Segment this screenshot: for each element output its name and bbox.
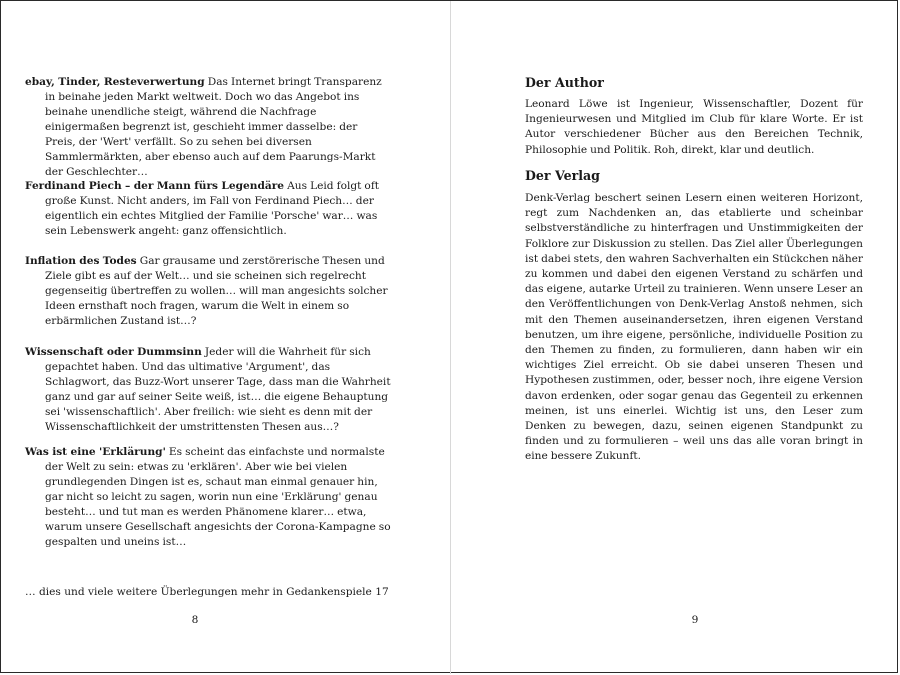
teaser-entry (25, 75, 391, 180)
entry-text: Aus Leid folgt oft große Kunst. Nicht anders, im Fall von Ferdinand Piech… der eigentlich ein echtes Mitglied der Familie 'Porsche' war… was sein Lebenswerk angeht: ganz offensichtlich. (45, 180, 379, 237)
teaser-entry (25, 445, 391, 550)
entry-text: Jeder will die Wahrheit für sich gepachtet haben. Und das ultimative 'Argument', das Schlagwort, das Buzz-Wort unserer Tage, dass man die Wahrheit ganz und gar auf seiner Seite weiß, ist… die eigene Behauptung sei 'wissenschaftlich'. Aber freilich: wie sieht es denn mit der Wissenschaftlichkeit der umstrittensten Thesen aus…? (45, 346, 391, 433)
footnote: … dies und viele weitere Überlegungen mehr in Gedankenspiele 17 (25, 586, 389, 598)
author-heading: Der Author (525, 75, 604, 90)
entry-term: Wissenschaft oder Dummsinn (25, 346, 202, 358)
entry-term: Inflation des Todes (25, 255, 137, 267)
right-page (451, 1, 899, 674)
publisher-description: Denk-Verlag beschert seinen Lesern einen weiteren Horizont, regt zum Nachdenken an, das etablierte und scheinbar selbstverständliche zu hinterfragen und Unstimmigkeiten der Folklore zur Diskussion zu stellen. Das Ziel aller Überlegungen ist dabei stets, den wahren Sachverhalten ein Stückchen näher zu kommen und dabei den eigenen Verstand zu schärfen und das eigene, autarke Urteil zu trainieren. Wenn unsere Leser an den Veröffentlichungen von Denk-Verlag Anstoß nehmen, sich mit den Themen auseinandersetzen, ihren eigenen Verstand benutzen, um ihre eigene, persönliche, individuelle Position zu den Themen zu finden, zu formulieren, dann haben wir ein wichtiges Ziel erreicht. Ob sie dabei unseren Thesen und Hypothesen zustimmen, oder, besser noch, ihre eigene Version davon erdenken, oder sogar genau das Gegenteil zu erkennen meinen, ist uns einerlei. Wichtig ist uns, den Leser zum Denken zu bewegen, dazu, seinen eigenen Standpunkt zu finden und zu formulieren – weil uns das alle voran bringt in eine bessere Zukunft. (525, 192, 863, 463)
entry-text: Gar grausame und zerstörerische Thesen und Ziele gibt es auf der Welt… und sie scheinen sich regelrecht gegenseitig übertreffen zu wollen… will man angesichts solcher Ideen ernsthaft noch fragen, warum die Welt in einem so erbärmlichen Zustand ist…? (45, 255, 388, 327)
left-page (1, 1, 450, 674)
teaser-entry (25, 179, 391, 239)
entry-term: Was ist eine 'Erklärung' (25, 446, 166, 458)
entry-text: Es scheint das einfachste und normalste der Welt zu sein: etwas zu 'erklären'. Aber wie bei vielen grundlegenden Dingen ist es, schaut man einmal genauer hin, gar nicht so leicht zu sagen, worin nun eine 'Erklärung' genau besteht… und tut man es werden Phänomene klarer… etwa, warum unsere Gesellschaft angesichts der Corona-Kampagne so gespalten und uneins ist… (45, 446, 391, 548)
page-number-left: 8 (191, 614, 199, 626)
teaser-entry (25, 345, 391, 435)
entry-term: ebay, Tinder, Resteverwertung (25, 76, 205, 88)
page-number-right: 9 (691, 614, 699, 626)
author-bio: Leonard Löwe ist Ingenieur, Wissenschaftler, Dozent für Ingenieurwesen und Mitglied im Club für klare Worte. Er ist Autor verschiedener Bücher aus den Bereichen Technik, Philosophie und Politik. Roh, direkt, klar und deutlich. (525, 98, 863, 156)
entry-term: Ferdinand Piech – der Mann fürs Legendäre (25, 180, 285, 192)
entry-text: Das Internet bringt Transparenz in beinahe jeden Markt weltweit. Doch wo das Angebot ins beinahe unendliche steigt, während die Nachfrage einigermaßen begrenzt ist, geschieht immer dasselbe: der Preis, der 'Wert' verfällt. So zu sehen bei diversen Sammlermärkten, aber ebenso auch auf dem Paarungs-Markt der Geschlechter… (45, 76, 382, 178)
publisher-heading: Der Verlag (525, 168, 600, 183)
teaser-entry (25, 254, 391, 329)
